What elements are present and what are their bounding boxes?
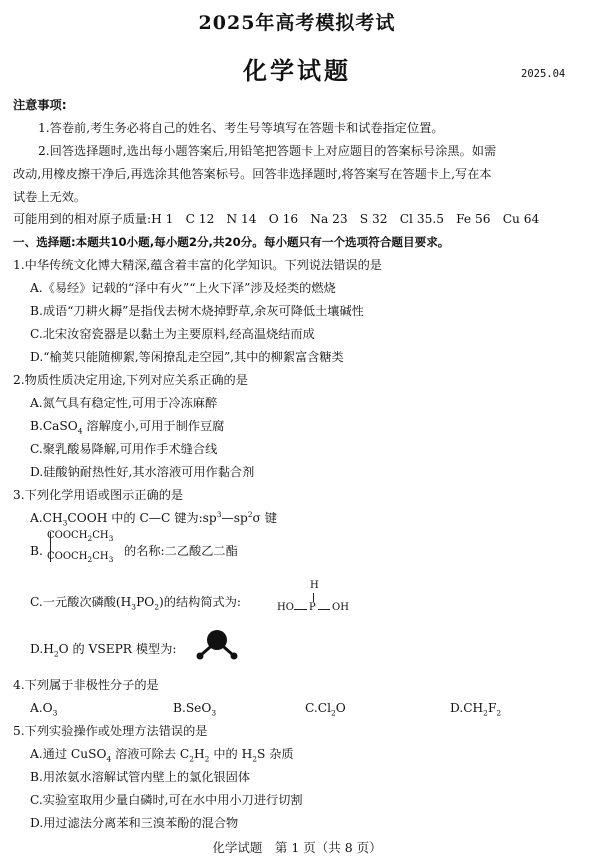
notice-heading: 注意事项: xyxy=(13,98,67,112)
water-vsepr-model-icon xyxy=(192,628,244,662)
subject-title: 化学试题 xyxy=(243,57,351,85)
question-4-option-a: $A.O_3$ xyxy=(30,701,58,718)
question-4-stem: 4.下列属于非极性分子的是 xyxy=(13,678,159,692)
atomic-masses: 可能用到的相对原子质量:H 1 C 12 N 14 O 16 Na 23 S 32 Cl 35.5 Fe 56 Cu 64 xyxy=(13,212,540,226)
question-4-option-b: B.SeO$_3$ xyxy=(173,701,217,718)
exam-date: 2025.04 xyxy=(521,68,566,80)
question-2-stem: 2.物质性质决定用途,下列对应关系正确的是 xyxy=(13,373,248,387)
question-1-option-b: B.成语“刀耕火耨”是指伐去树木烧掉野草,余灰可降低土壤碱性 xyxy=(30,304,364,318)
question-1-option-c: C.北宋汝窑瓷器是以黏土为主要原料,经高温烧结而成 xyxy=(30,327,315,341)
question-1-option-d: D.“榆荚只能随柳絮,等闲撩乱走空园”,其中的柳絮富含糖类 xyxy=(30,350,344,364)
question-3-option-d: $D.H_2O$ 的 VSEPR 模型为: xyxy=(30,642,177,659)
question-3-option-a: $A.CH_3COOH$ 中的 C—C 键为$:sp^3—sp^2\sigma$ 键 xyxy=(30,509,277,528)
structure-h-p-bond xyxy=(313,593,314,602)
structure-left-bond xyxy=(294,609,307,610)
section-heading: 一、选择题:本题共10小题,每小题2分,共20分。每小题只有一个选项符合题目要求。 xyxy=(13,235,450,249)
question-3-option-c: C.一元酸次磷酸$(H_3PO_2)$的结构简式为: xyxy=(30,595,242,612)
structure-left-oh: HO xyxy=(277,602,294,613)
question-5-option-c: C.实验室取用少量白磷时,可在水中用小刀进行切割 xyxy=(30,793,303,807)
question-2-option-c: C.聚乳酸易降解,可用作手术缝合线 xyxy=(30,442,218,456)
question-1-stem: 1.中华传统文化博大精深,蕴含着丰富的化学知识。下列说法错误的是 xyxy=(13,258,382,272)
question-3-option-b-label: B. xyxy=(30,544,43,558)
structure-h-atom: H xyxy=(310,580,319,591)
question-3-option-b-formula-line-2: $COOCH_2CH_3$ xyxy=(47,551,114,564)
question-3-stem: 3.下列化学用语或图示正确的是 xyxy=(13,488,184,502)
question-3-option-b-text: 的名称:二乙酸乙二酯 xyxy=(124,544,238,558)
question-4-option-c: $C.Cl_2O$ xyxy=(305,701,346,718)
question-2-option-a: A.氮气具有稳定性,可用于冷冻麻醉 xyxy=(30,396,218,410)
question-2-option-b: B.CaSO$_4$ 溶解度小,可用于制作豆腐 xyxy=(30,419,225,436)
notice-item-1: 1.答卷前,考生务必将自己的姓名、考生号等填写在答题卡和试卷指定位置。 xyxy=(38,121,444,135)
notice-item-2-line-1: 2.回答选择题时,选出每小题答案后,用铅笔把答题卡上对应题目的答案标号涂黑。如需 xyxy=(38,144,497,158)
notice-item-2-line-2: 改动,用橡皮擦干净后,再选涂其他答案标号。回答非选择题时,将答案写在答题卡上,写在本 xyxy=(13,167,492,181)
question-5-stem: 5.下列实验操作或处理方法错误的是 xyxy=(13,724,208,738)
question-5-option-d: D.用过滤法分离苯和三溴苯酚的混合物 xyxy=(30,816,239,830)
question-1-option-a: A.《易经》记载的“泽中有火”“上火下泽”涉及烃类的燃烧 xyxy=(30,281,336,295)
structure-right-oh: OH xyxy=(332,602,349,613)
structure-p-atom: P xyxy=(309,602,316,613)
question-5-option-b: B.用浓氨水溶解试管内壁上的氯化银固体 xyxy=(30,770,251,784)
exam-title: 2025年高考模拟考试 xyxy=(198,12,396,34)
structure-right-bond xyxy=(318,609,330,610)
question-3-option-b-formula-line-1: $COOCH_2CH_3$ xyxy=(47,530,114,543)
page-footer: 化学试题 第 1 页（共 8 页） xyxy=(212,840,382,855)
question-5-option-a: A.通过 CuSO$_4$ 溶液可除去 $C_2H_2$ 中的 $H_2S$ 杂质 xyxy=(30,747,294,764)
notice-item-2-line-3: 试卷上无效。 xyxy=(13,190,87,204)
question-4-option-d: $D.CH_2F_2$ xyxy=(450,701,502,718)
question-2-option-d: D.硅酸钠耐热性好,其水溶液可用作黏合剂 xyxy=(30,465,255,479)
